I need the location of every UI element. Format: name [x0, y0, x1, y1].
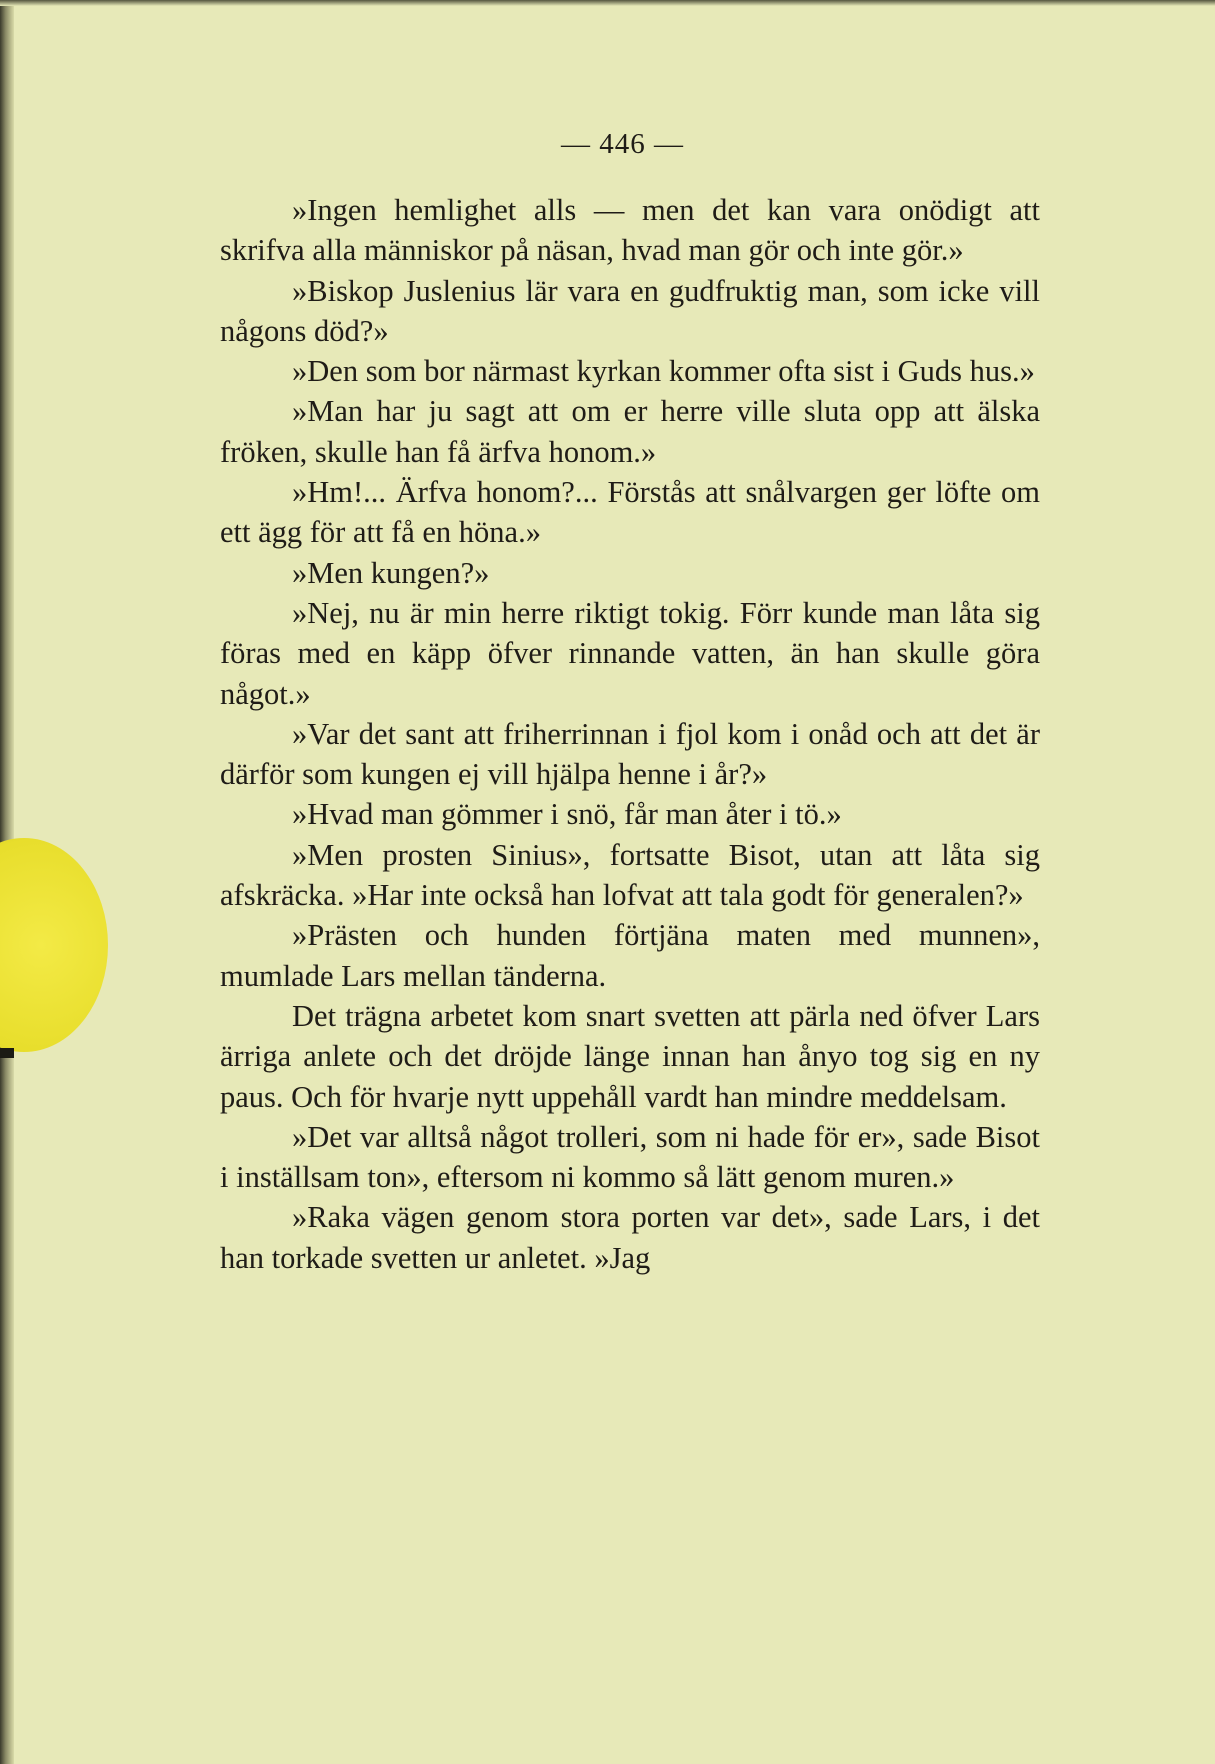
paragraph: »Biskop Juslenius lär vara en gudfruktig man, som icke vill någons död?» [220, 273, 1040, 348]
paragraph: »Ingen hemlighet alls — men det kan vara onödigt att skrifva alla människor på näsan, hvad man gör och inte gör.» [220, 193, 1040, 268]
page-content [200, 0, 1045, 1764]
paragraph: »Men kungen?» [292, 555, 490, 590]
marker-shadow [0, 1048, 14, 1058]
paragraph: »Prästen och hunden förtjäna maten med munnen», mumlade Lars mellan tänderna. [220, 918, 1040, 993]
paragraph: »Men prosten Sinius», fortsatte Bisot, utan att låta sig afskräcka. »Har inte också han lofvat att tala godt för generalen?» [220, 837, 1040, 913]
paragraph: Det trägna arbetet kom snart svetten att pärla ned öfver Lars ärriga anlete och det dröjde länge innan han ånyo tog sig en ny paus. Och för hvarje nytt uppehåll vardt han mindre meddelsam. [220, 998, 1040, 1114]
paragraph: »Det var alltså något trolleri, som ni hade för er», sade Bisot i inställsam ton», eftersom ni kommo så lätt genom muren.» [220, 1119, 1040, 1195]
paragraph: »Var det sant att friherrinnan i fjol kom i onåd och att det är därför som kungen ej vill hjälpa henne i år?» [220, 716, 1040, 792]
paragraph: »Den som bor närmast kyrkan kommer ofta sist i Guds hus.» [292, 354, 1035, 389]
paragraph: »Raka vägen genom stora porten var det», sade Lars, i det han torkade svetten ur anletet. »Jag [220, 1200, 1040, 1275]
paragraph: »Nej, nu är min herre riktigt tokig. Förr kunde man låta sig föras med en käpp öfver rinnande vatten, än han skulle göra något.» [220, 595, 1040, 711]
body-text [220, 190, 1040, 1278]
paragraph: »Hvad man gömmer i snö, får man åter i tö.» [292, 797, 842, 832]
paragraph: »Man har ju sagt att om er herre ville sluta opp att älska fröken, skulle han få ärfva honom.» [220, 394, 1040, 469]
paragraph: »Hm!... Ärfva honom?... Förstås att snålvargen ger löfte om ett ägg för att få en höna.» [220, 475, 1040, 550]
page-number: — 446 — [561, 128, 684, 160]
yellow-page-marker [0, 838, 108, 1052]
